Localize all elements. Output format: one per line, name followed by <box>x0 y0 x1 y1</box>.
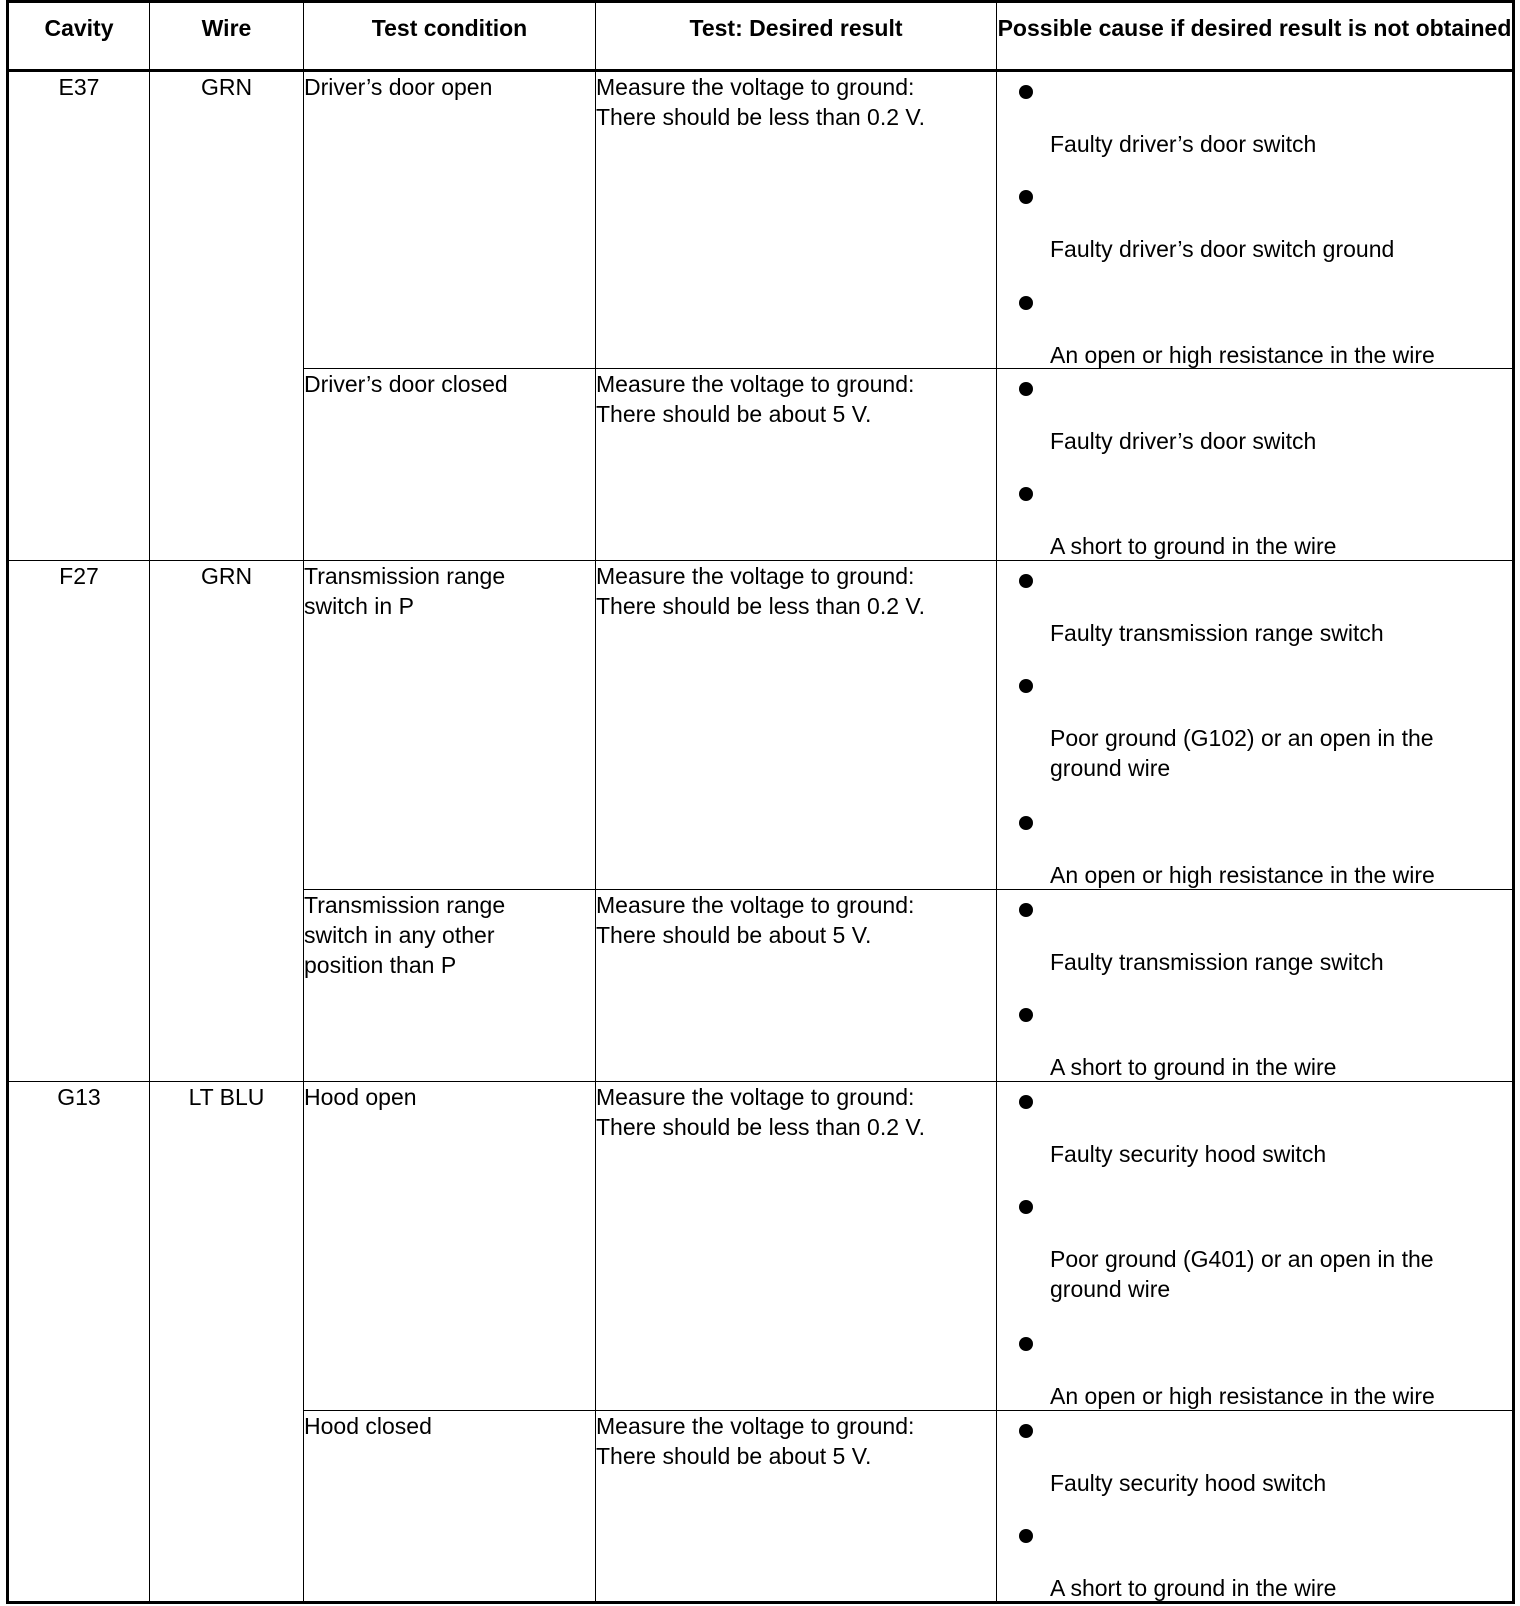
cause-item: Faulty transmission range switch <box>1050 949 1384 975</box>
cause-item: Faulty driver’s door switch ground <box>1050 236 1395 262</box>
wire-cell: LT BLU <box>150 1082 304 1603</box>
condition-cell: Driver’s door closed <box>304 369 596 561</box>
result-line: Measure the voltage to ground: <box>596 74 915 100</box>
bullet-icon <box>1019 1008 1033 1022</box>
header-row <box>8 2 1514 71</box>
result-cell <box>596 890 997 1082</box>
bullet-icon <box>1019 190 1033 204</box>
result-cell <box>596 369 997 561</box>
result-line: Measure the voltage to ground: <box>596 1084 915 1110</box>
cause-item: Faulty security hood switch <box>1050 1470 1327 1496</box>
cause-item: A short to ground in the wire <box>1050 533 1337 559</box>
result-line: There should be less than 0.2 V. <box>596 1114 926 1140</box>
cavity-cell: G13 <box>8 1082 150 1603</box>
cavity-cell: F27 <box>8 561 150 1082</box>
result-line: There should be about 5 V. <box>596 401 872 427</box>
condition-cell: Hood open <box>304 1082 596 1411</box>
result-line: There should be about 5 V. <box>596 1443 872 1469</box>
diagnostic-table <box>6 0 1515 1604</box>
cause-cell <box>997 1082 1514 1411</box>
bullet-icon <box>1019 574 1033 588</box>
bullet-icon <box>1019 1424 1033 1438</box>
cause-item: Poor ground (G102) or an open in the ground wire <box>1050 725 1434 781</box>
header-test-condition: Test condition <box>304 2 596 71</box>
cause-cell <box>997 71 1514 369</box>
bullet-icon <box>1019 1200 1033 1214</box>
cause-item: Faulty security hood switch <box>1050 1141 1327 1167</box>
wire-cell: GRN <box>150 71 304 561</box>
bullet-icon <box>1019 1095 1033 1109</box>
bullet-icon <box>1019 1529 1033 1543</box>
cause-item: Faulty driver’s door switch <box>1050 131 1317 157</box>
result-line: There should be about 5 V. <box>596 922 872 948</box>
bullet-icon <box>1019 1337 1033 1351</box>
condition-cell: Driver’s door open <box>304 71 596 369</box>
result-line: Measure the voltage to ground: <box>596 892 915 918</box>
bullet-icon <box>1019 679 1033 693</box>
cause-item: Faulty driver’s door switch <box>1050 428 1317 454</box>
result-line: Measure the voltage to ground: <box>596 1413 915 1439</box>
table-row <box>8 71 1514 369</box>
cause-cell <box>997 1411 1514 1603</box>
cause-cell <box>997 561 1514 890</box>
bullet-icon <box>1019 903 1033 917</box>
condition-cell: Hood closed <box>304 1411 596 1603</box>
cause-item: Poor ground (G401) or an open in the ground wire <box>1050 1246 1434 1302</box>
cause-item: An open or high resistance in the wire <box>1050 1383 1435 1409</box>
result-line: There should be less than 0.2 V. <box>596 104 926 130</box>
result-cell <box>596 561 997 890</box>
cause-item: An open or high resistance in the wire <box>1050 342 1435 368</box>
result-line: Measure the voltage to ground: <box>596 563 915 589</box>
cavity-cell: E37 <box>8 71 150 561</box>
bullet-icon <box>1019 85 1033 99</box>
cause-cell <box>997 369 1514 561</box>
wire-cell: GRN <box>150 561 304 1082</box>
diagnostic-table-sheet <box>6 0 1512 1604</box>
cause-item: A short to ground in the wire <box>1050 1575 1337 1601</box>
result-cell <box>596 1082 997 1411</box>
result-cell <box>596 71 997 369</box>
cause-item: An open or high resistance in the wire <box>1050 862 1435 888</box>
header-desired-result: Test: Desired result <box>596 2 997 71</box>
result-line: Measure the voltage to ground: <box>596 371 915 397</box>
header-cavity: Cavity <box>8 2 150 71</box>
bullet-icon <box>1019 296 1033 310</box>
cause-item: A short to ground in the wire <box>1050 1054 1337 1080</box>
header-possible-cause: Possible cause if desired result is not obtained <box>997 2 1514 71</box>
cause-cell <box>997 890 1514 1082</box>
table-row <box>8 561 1514 890</box>
bullet-icon <box>1019 382 1033 396</box>
bullet-icon <box>1019 487 1033 501</box>
header-wire: Wire <box>150 2 304 71</box>
table-row <box>8 1082 1514 1411</box>
result-line: There should be less than 0.2 V. <box>596 593 926 619</box>
condition-cell: Transmission range switch in any other position than P <box>304 890 596 1082</box>
result-cell <box>596 1411 997 1603</box>
bullet-icon <box>1019 816 1033 830</box>
condition-cell: Transmission range switch in P <box>304 561 596 890</box>
cause-item: Faulty transmission range switch <box>1050 620 1384 646</box>
